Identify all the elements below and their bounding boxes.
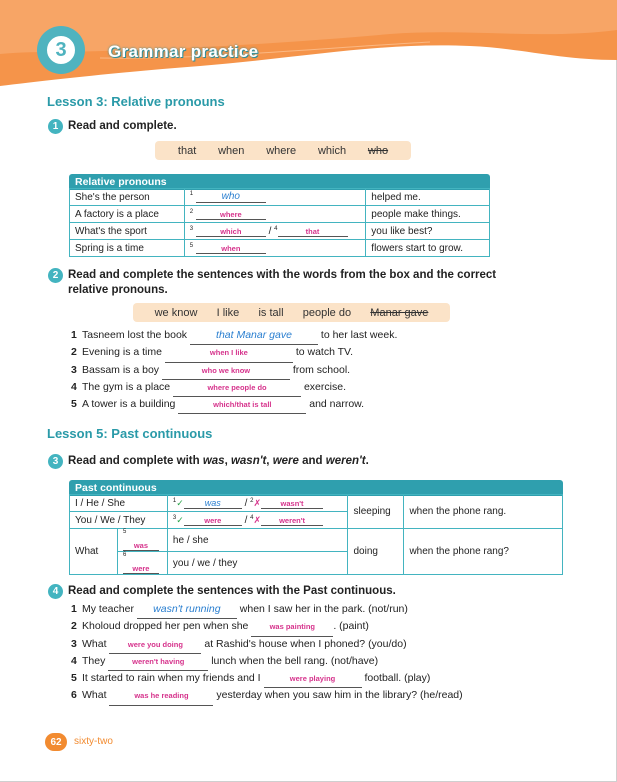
sentence-item [71,636,463,653]
sentence-number: 4 [71,654,77,667]
sentence-number: 2 [71,620,77,633]
sentence-item [71,362,397,379]
answer-blank[interactable]: were [184,516,242,526]
answer-cell [184,206,366,223]
answer-blank[interactable]: who [196,191,266,203]
header-banner [0,0,617,90]
sentence-text: from school. [292,363,351,376]
exercise-4-number: 4 [48,584,63,599]
instruction-text: Read and complete with [68,455,203,467]
item-number: 2 [189,208,194,215]
answer-blank[interactable]: wasn't [261,499,323,509]
word-box-item: is tall [258,306,284,319]
sentence-number: 1 [71,329,77,341]
table-cell: doing [348,529,404,575]
word-box-item-struck: who [367,144,389,157]
sentence-text: exercise. [303,380,346,393]
answer-blank[interactable]: that [278,227,348,237]
item-number: 4 [274,225,278,232]
table-row [70,495,563,512]
answer-blank[interactable]: which/that is tall [178,396,306,414]
instruction-keyword: was [202,455,225,467]
sentence-number: 5 [71,398,77,411]
sentence-item [71,379,397,396]
answer-blank[interactable]: which [196,227,266,237]
answer-cell: $^3$✓ were / $^4$✗ weren't [167,512,348,529]
sentence-text: Evening is a time [82,346,162,359]
answer-blank[interactable]: when I like [165,344,293,362]
instruction-keyword: weren't [325,455,366,467]
word-box-item: which [317,144,347,157]
exercise-3-number: 3 [48,454,63,469]
exercise-4-sentences [71,601,463,705]
table-cell: you / we / they [167,552,348,575]
answer-blank[interactable]: weren't [261,516,323,526]
instruction-line: Read and complete the sentences with the words from the box and the correct [68,269,497,281]
exercise-2-sentences [71,327,397,413]
answer-blank[interactable]: were you doing [109,636,201,654]
page-number-badge: 62 [45,733,67,751]
answer-cell: $^5$was [117,529,167,552]
answer-cell [184,240,366,257]
table-row [70,223,490,240]
table-cell: flowers start to grow. [366,240,490,257]
table-cell: I / He / She [70,495,168,512]
exercise-4-instruction: Read and complete the sentences with the Past continuous. [68,585,396,597]
sentence-text: Kholoud dropped her pen when she [82,620,249,633]
table-row [70,529,563,552]
answer-blank[interactable]: that Manar gave [190,327,318,345]
sentence-number: 3 [71,363,77,376]
exercise-1-word-box [155,141,411,160]
answer-blank[interactable]: when [196,244,266,254]
cross-icon: ✗ [253,514,262,525]
answer-blank[interactable]: were playing [264,670,362,688]
exercise-2-instruction [68,268,548,298]
answer-blank[interactable]: was [123,541,159,551]
word-box-item: I like [216,306,240,319]
word-box-item: when [218,144,245,157]
sentence-text: The gym is a place [82,380,171,393]
answer-cell [184,189,366,206]
sentence-number: 6 [71,689,77,702]
sentence-text: My teacher [82,603,134,615]
item-number: 3 [189,225,194,232]
word-box-item: that [177,144,197,157]
answer-cell: $^3$ which / $^4$ that [184,223,366,240]
sentence-text: when I saw her in the park. (not/run) [239,603,408,615]
sentence-item [71,670,463,687]
table-cell: he / she [167,529,348,552]
lesson5-title: Lesson 5: Past continuous [47,426,213,441]
sentence-number: 5 [71,672,77,685]
item-number: 5 [189,242,194,249]
instruction-line: relative pronouns. [68,284,168,296]
sentence-item [71,327,397,344]
sentence-number: 4 [71,380,77,393]
exercise-1-number: 1 [48,119,63,134]
check-icon: ✓ [176,514,184,525]
sentence-number: 2 [71,346,77,359]
answer-blank[interactable]: wasn't running [137,601,237,619]
instruction-keyword: were [272,455,299,467]
sentence-item [71,344,397,361]
relative-pronouns-table-header: Relative pronouns [69,174,490,190]
page-number-words: sixty-two [74,736,113,747]
table-cell: when the phone rang. [404,495,563,529]
answer-blank[interactable]: was [184,498,242,509]
past-continuous-table [69,494,563,575]
instruction-text: and [298,455,326,467]
table-cell: She's the person [70,189,185,206]
answer-blank[interactable]: weren't having [108,653,208,671]
sentence-text: to her last week. [320,329,398,341]
sentence-text: Tasneem lost the book [82,329,188,341]
word-box-item: people do [302,306,352,319]
sentence-text: yesterday when you saw him in the library? (he/read) [216,689,463,702]
table-cell: helped me. [366,189,490,206]
exercise-2-number: 2 [48,268,63,283]
table-row [70,189,490,206]
answer-blank[interactable]: who we know [162,362,290,380]
unit-number-badge: 3 [44,33,78,67]
answer-blank[interactable]: where [196,210,266,220]
table-cell: Spring is a time [70,240,185,257]
exercise-1-instruction: Read and complete. [68,120,177,132]
item-number: 1 [189,191,194,197]
sentence-text: What [82,637,107,650]
table-cell: people make things. [366,206,490,223]
exercise-2-word-box [133,303,450,322]
table-cell: What [70,529,118,575]
sentence-item [71,687,463,704]
page-title: Grammar practice [108,42,259,61]
sentence-text: Bassam is a boy [82,363,160,376]
instruction-keyword: wasn't [230,455,267,467]
table-row [70,206,490,223]
table-cell: you like best? [366,223,490,240]
table-cell: A factory is a place [70,206,185,223]
sentence-item [71,653,463,670]
sentence-number: 3 [71,637,77,650]
word-box-item-struck: Manar gave [370,306,429,319]
header-wave [0,0,617,90]
sentence-text: to watch TV. [295,346,354,359]
sentence-text: at Rashid's house when I phoned? (you/do) [204,637,407,650]
word-box-item: we know [154,306,198,319]
answer-cell: $^6$were [117,552,167,575]
table-cell: sleeping [348,495,404,529]
check-icon: ✓ [176,497,184,508]
lesson3-title: Lesson 3: Relative pronouns [47,94,225,109]
exercise-3-instruction: Read and complete with was, wasn't, were and weren't. [68,455,369,467]
sentence-text: They [82,654,106,667]
table-cell: when the phone rang? [404,529,563,575]
sentence-item [71,618,463,635]
past-continuous-table-header: Past continuous [69,480,563,496]
answer-blank[interactable]: where people do [173,379,301,397]
answer-blank[interactable]: were [123,564,159,574]
sentence-item [71,396,397,413]
table-cell: What's the sport [70,223,185,240]
relative-pronouns-table [69,188,490,257]
sentence-text: football. (play) [364,672,431,685]
word-box-item: where [266,144,297,157]
sentence-text: A tower is a building [82,398,176,411]
table-row [70,240,490,257]
table-cell: You / We / They [70,512,168,529]
sentence-text: It started to rain when my friends and I [82,672,261,685]
answer-cell: $^1$✓ was / $^2$✗ wasn't [167,495,348,512]
sentence-text: lunch when the bell rang. (not/have) [211,654,379,667]
sentence-text: What [82,689,107,702]
answer-blank[interactable]: was painting [251,618,333,636]
cross-icon: ✗ [253,497,262,508]
sentence-item [71,601,463,618]
answer-blank[interactable]: was he reading [109,687,213,705]
sentence-number: 1 [71,603,77,615]
sentence-text: . (paint) [333,620,369,633]
sentence-text: and narrow. [309,398,365,411]
